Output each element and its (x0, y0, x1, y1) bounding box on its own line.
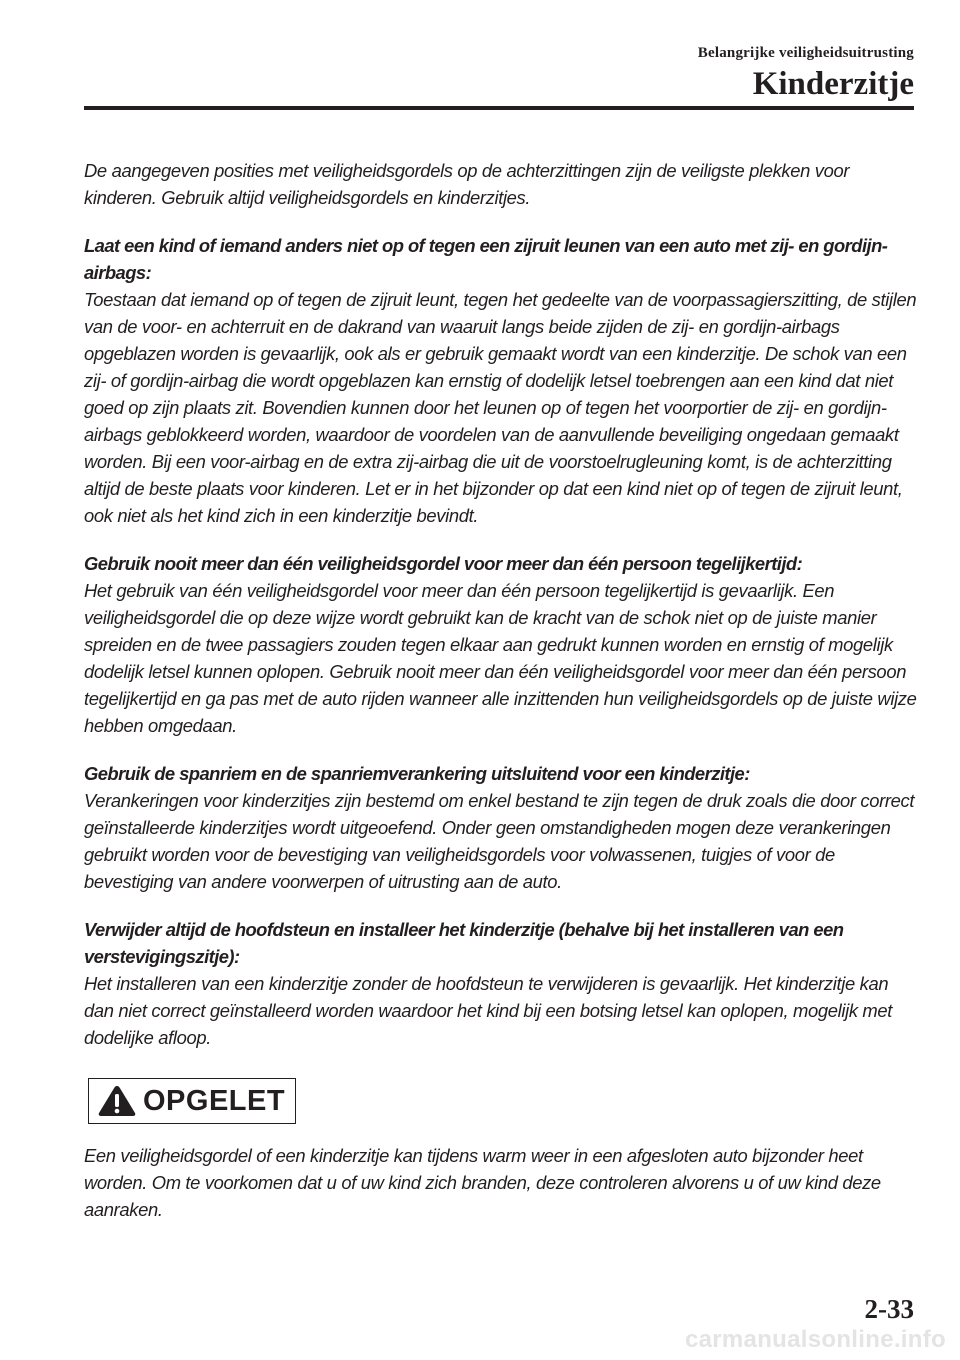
warning-heading: Gebruik de spanriem en de spanriemverankering uitsluitend voor een kinderzitje: (84, 763, 750, 784)
chapter-title: Kinderzitje (752, 66, 914, 102)
warning-body: Het installeren van een kinderzitje zonder de hoofdsteun te verwijderen is gevaarlijk. Het kinderzitje kan dan niet correct geïnstalleerd worden waardoor het kind bij een botsing letsel kan oplopen, mogelijk met dodelijke afloop. (84, 973, 893, 1048)
page-number: 2-33 (864, 1294, 914, 1324)
caution-text: Een veiligheidsgordel of een kinderzitje kan tijdens warm weer in een afgesloten auto bijzonder heet worden. Om te voorkomen dat u of uw kind zich branden, deze controleren alvorens u of uw kind deze aanraken. (84, 1145, 881, 1220)
warning-heading: Gebruik nooit meer dan één veiligheidsgordel voor meer dan één persoon tegelijkertijd: (84, 553, 803, 574)
warning-block (84, 760, 920, 895)
section-label: Belangrijke veiligheidsuitrusting (697, 45, 914, 61)
warning-block (84, 916, 920, 1051)
page-header (698, 44, 914, 104)
header-rule (84, 106, 914, 110)
warning-triangle-icon (97, 1084, 137, 1118)
warning-heading: Verwijder altijd de hoofdsteun en installeer het kinderzitje (behalve bij het installeren van een verstevigingszitje): (84, 919, 844, 967)
intro-paragraph: De aangegeven posities met veiligheidsgordels op de achterzittingen zijn de veiligste plekken voor kinderen. Gebruik altijd veiligheidsgordels en kinderzitjes. (84, 160, 850, 208)
caution-box (88, 1078, 296, 1124)
warning-body: Verankeringen voor kinderzitjes zijn bestemd om enkel bestand te zijn tegen de druk zoals die door correct geïnstalleerde kinderzitjes wordt uitgeoefend. Onder geen omstandigheden mogen deze verankeringen gebruikt worden voor de bevestiging van veiligheidsgordels voor volwassenen, tuigjes of voor de bevestiging van andere voorwerpen of uitrusting aan de auto. (84, 790, 915, 892)
caution-label: OPGELET (143, 1085, 286, 1117)
warning-block (84, 232, 920, 529)
warning-body: Het gebruik van één veiligheidsgordel voor meer dan één persoon tegelijkertijd is gevaarlijk. Een veiligheidsgordel die op deze wijze wordt gebruikt kan de kracht van de schok niet op de juiste manier spreiden en de twee passagiers zouden tegen elkaar aan gedrukt kunnen worden en ernstig of mogelijk dodelijk letsel kunnen oplopen. Gebruik nooit meer dan één veiligheidsgordel voor meer dan één persoon tegelijkertijd en ga pas met de auto rijden wanneer alle inzittenden hun veiligheidsgordels op de juiste wijze hebben omgedaan. (84, 580, 917, 736)
warning-block (84, 550, 920, 739)
warning-heading: Laat een kind of iemand anders niet op of tegen een zijruit leunen van een auto met zij- en gordijn-airbags: (84, 235, 888, 283)
watermark: carmanualsonline.info (684, 1326, 946, 1353)
warning-body: Toestaan dat iemand op of tegen de zijruit leunt, tegen het gedeelte van de voorpassagierszitting, de stijlen van de voor- en achterruit en de dakrand van waaruit langs beide zijden de zij- en gordijn-airbags opgeblazen worden is gevaarlijk, ook als er gebruik gemaakt wordt van een kinderzitje. De schok van een zij- of gordijn-airbag die wordt opgeblazen kan ernstig of dodelijk letsel toebrengen aan een kind dat niet goed op zijn plaats zit. Bovendien kunnen door het leunen op of tegen het voorportier de zij- en gordijn-airbags geblokkeerd worden, waardoor de voordelen van de aanvullende beveiliging ongedaan gemaakt worden. Bij een voor-airbag en de extra zij-airbag die uit de voorstoelrugleuning komt, is de achterzitting altijd de beste plaats voor kinderen. Let er in het bijzonder op dat een kind niet op of tegen de zijruit leunt, ook niet als het kind zich in een kinderzitje bevindt. (84, 289, 917, 526)
page-content (84, 157, 920, 1244)
